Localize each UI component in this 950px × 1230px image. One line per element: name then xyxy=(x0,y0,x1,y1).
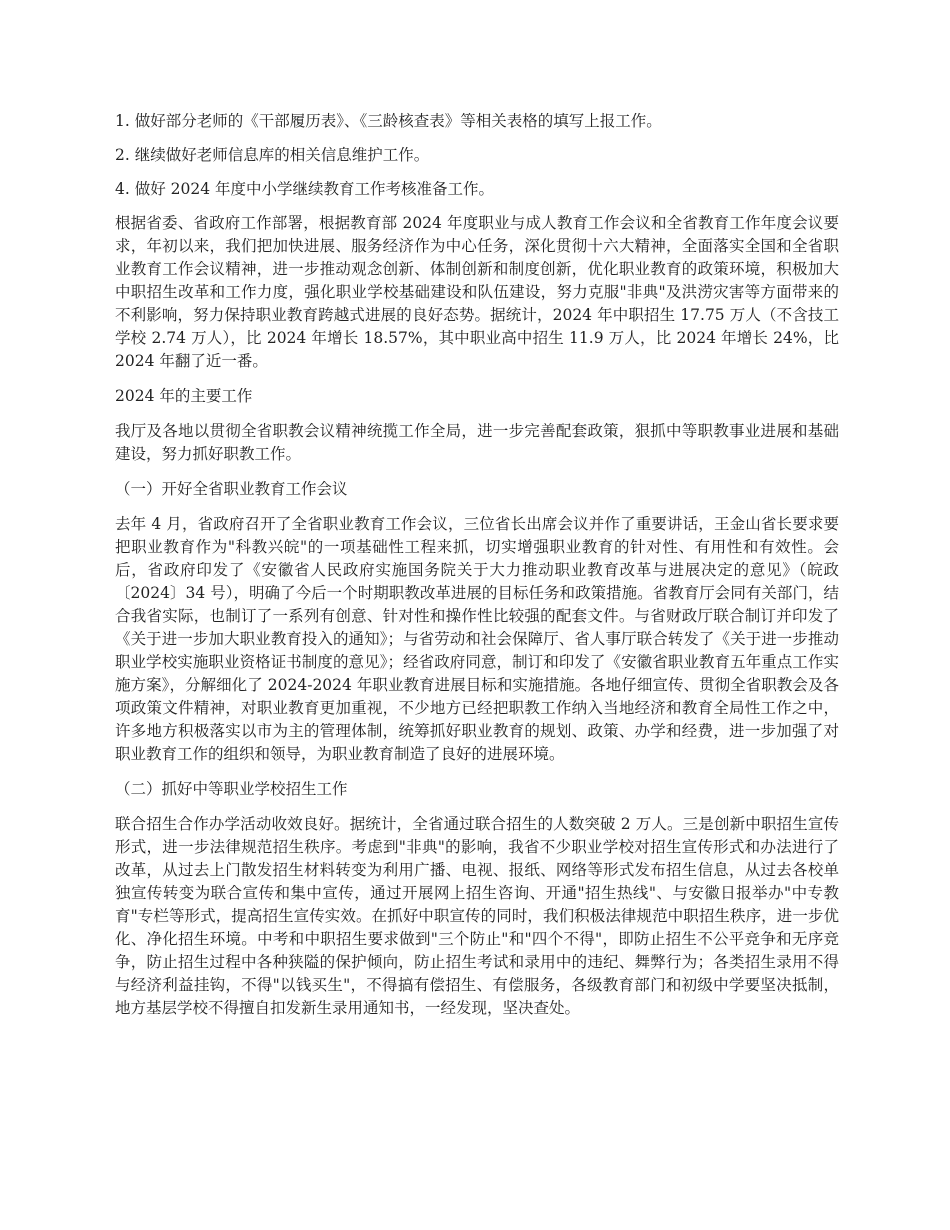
conference-paragraph: 去年 4 月，省政府召开了全省职业教育工作会议，三位省长出席会议并作了重要讲话，王金山省长要求要把职业教育作为"科教兴皖"的一项基础性工程来抓，切实增强职业教育的针对性、有用性和有效性。会后，省政府印发了《安徽省人民政府实施国务院关于大力推动职业教育改革与进展决定的意见》（皖政〔2024〕34 号），明确了今后一个时期职教改革进展的目标任务和政策措施。省教育厅会同有关部门，结合我省实际，也制订了一系列有创意、针对性和操作性比较强的配套文件。与省财政厅联合制订并印发了《关于进一步加大职业教育投入的通知》；与省劳动和社会保障厅、省人事厅联合转发了《关于进一步推动职业学校实施职业资格证书制度的意见》；经省政府同意，制订和印发了《安徽省职业教育五年重点工作实施方案》，分解细化了 2024-2024 年职业教育进展目标和实施措施。各地仔细宣传、贯彻全省职教会及各项政策文件精神，对职业教育更加重视，不少地方已经把职教工作纳入当地经济和教育全局性工作之中，许多地方积极落实以市为主的管理体制，统筹抓好职业教育的规划、政策、办学和经费，进一步加强了对职业教育工作的组织和领导，为职业教育制造了良好的进展环境。 xyxy=(115,515,839,763)
section-heading-main-work: 2024 年的主要工作 xyxy=(115,387,253,405)
subheading-enrollment: （二）抓好中等职业学校招生工作 xyxy=(115,780,348,798)
enrollment-paragraph: 联合招生合作办学活动收效良好。据统计，全省通过联合招生的人数突破 2 万人。三是创新中职招生宣传形式，进一步法律规范招生秩序。考虑到"非典"的影响，我省不少职业学校对招生宣传形式和办法进行了改革，从过去上门散发招生材料转变为利用广播、电视、报纸、网络等形式发布招生信息，从过去各校单独宣传转变为联合宣传和集中宣传，通过开展网上招生咨询、开通"招生热线"、与安徽日报举办"中专教育"专栏等形式，提高招生宣传实效。在抓好中职宣传的同时，我们积极法律规范中职招生秩序，进一步优化、净化招生环境。中考和中职招生要求做到"三个防止"和"四个不得"，即防止招生不公平竞争和无序竞争，防止招生过程中各种狭隘的保护倾向，防止招生考试和录用中的违纪、舞弊行为；各类招生录用不得与经济利益挂钩，不得"以钱买生"，不得搞有偿招生、有偿服务，各级教育部门和初级中学要坚决抵制，地方基层学校不得擅自扣发新生录用通知书，一经发现，坚决查处。 xyxy=(115,815,839,1017)
list-item-2: 2. 继续做好老师信息库的相关信息维护工作。 xyxy=(115,146,430,164)
document-body xyxy=(115,110,839,1032)
overview-paragraph: 我厅及各地以贯彻全省职教会议精神统揽工作全局，进一步完善配套政策，狠抓中等职教事业进展和基础建设，努力抓好职教工作。 xyxy=(115,422,839,463)
list-item-4: 4. 做好 2024 年度中小学继续教育工作考核准备工作。 xyxy=(115,180,495,198)
list-item-1: 1. 做好部分老师的《干部履历表》、《三龄核查表》等相关表格的填写上报工作。 xyxy=(115,112,662,130)
intro-paragraph: 根据省委、省政府工作部署，根据教育部 2024 年度职业与成人教育工作会议和全省教育工作年度会议要求，年初以来，我们把加快进展、服务经济作为中心任务，深化贯彻十六大精神，全面落实全国和全省职业教育工作会议精神，进一步推动观念创新、体制创新和制度创新，优化职业教育的政策环境，积极加大中职招生改革和工作力度，强化职业学校基础建设和队伍建设，努力克服"非典"及洪涝灾害等方面带来的不利影响，努力保持职业教育跨越式进展的良好态势。据统计，2024 年中职招生 17.75 万人（不含技工学校 2.74 万人），比 2024 年增长 18.57%，其中职业高中招生 11.9 万人，比 2024 年增长 24%，比 2024 年翻了近一番。 xyxy=(115,214,839,370)
subheading-conference: （一）开好全省职业教育工作会议 xyxy=(115,480,348,498)
